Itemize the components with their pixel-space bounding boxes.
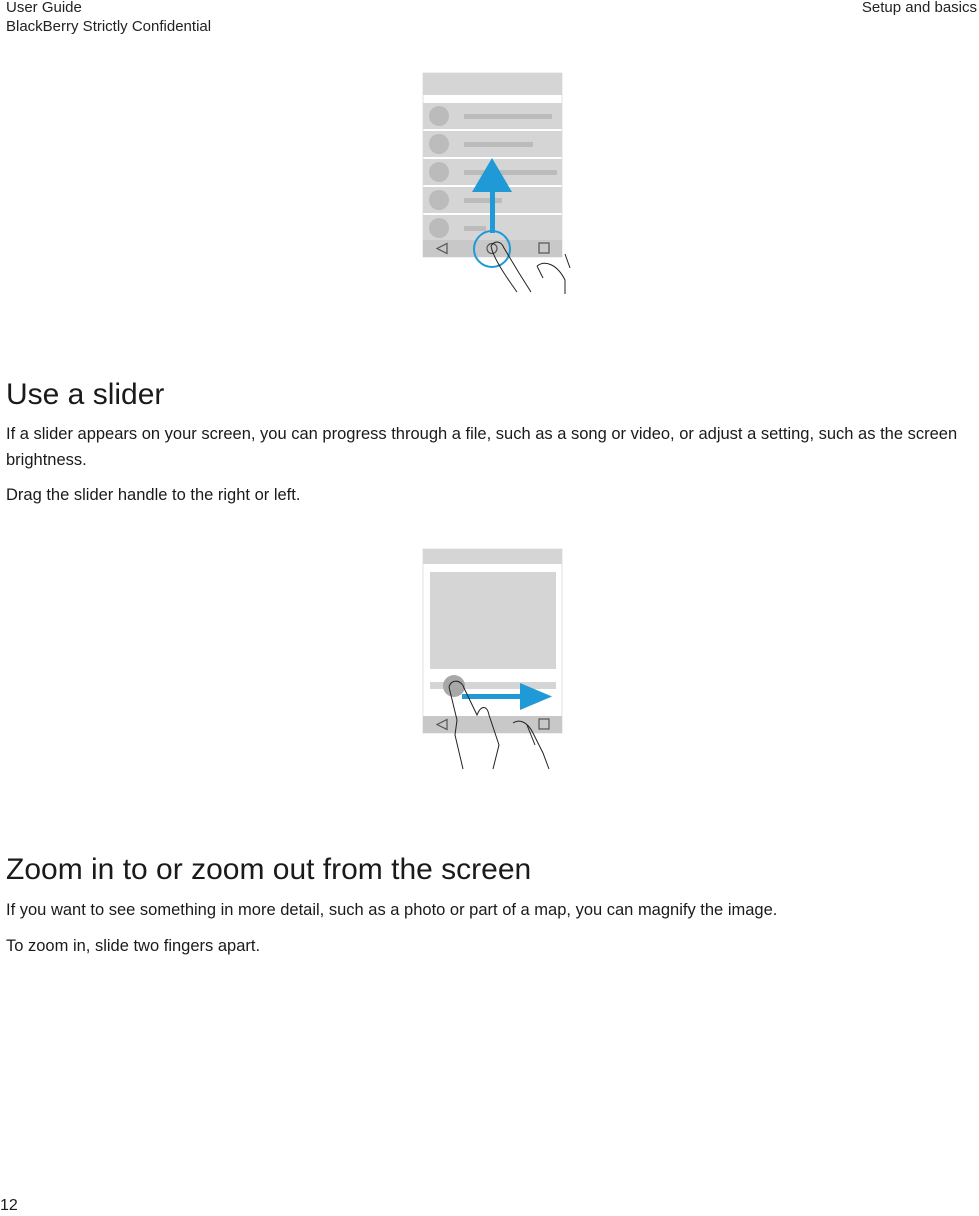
- section-title: Setup and basics: [861, 0, 977, 16]
- swipe-up-from-home-gesture-icon: [415, 68, 575, 296]
- doc-title: User Guide: [6, 0, 82, 16]
- page-number: 12: [0, 1197, 18, 1214]
- slider-description: If a slider appears on your screen, you can progress through a file, such as a song or video, or adjust a setting, such as the screen brightness.: [6, 425, 958, 469]
- heading-use-slider: Use a slider: [6, 378, 165, 411]
- confidentiality-label: BlackBerry Strictly Confidential: [6, 18, 212, 35]
- page-header-left: [6, 0, 211, 36]
- swipe-up-illustration: [415, 68, 575, 296]
- zoom-instruction: To zoom in, slide two fingers apart.: [6, 937, 261, 955]
- drag-slider-illustration: [415, 545, 575, 773]
- zoom-description: If you want to see something in more detail, such as a photo or part of a map, you can magnify the image.: [6, 901, 778, 919]
- slider-instruction: Drag the slider handle to the right or left.: [6, 486, 301, 504]
- drag-slider-right-gesture-icon: [415, 545, 575, 773]
- heading-zoom: Zoom in to or zoom out from the screen: [6, 853, 532, 886]
